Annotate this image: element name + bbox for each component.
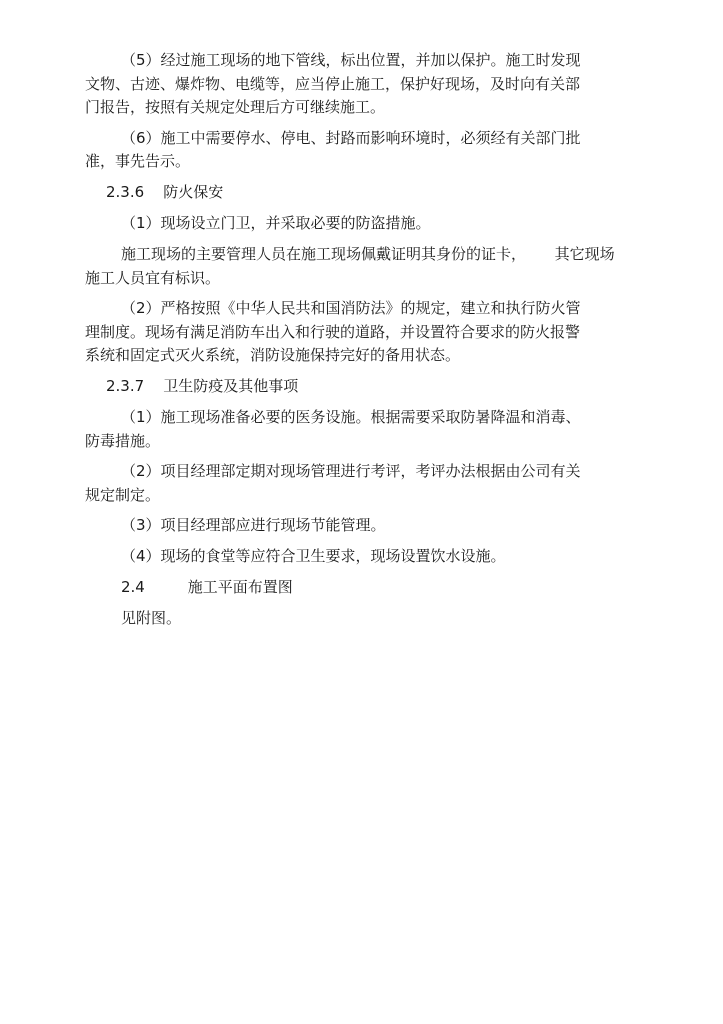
hygiene-item-2-line-2: 规定制定。 [85,486,161,504]
paragraph-6-line-2: 准，事先告示。 [85,152,191,170]
paragraph-6-line-1: （6）施工中需要停水、停电、封路而影响环境时，必须经有关部门批 [121,129,581,147]
fire-security-item-2-line-3: 系统和固定式灭火系统，消防设施保持完好的备用状态。 [85,346,461,364]
section-heading-2-3-7: 2.3.7 卫生防疫及其他事项 [106,377,299,395]
id-card-paragraph-line-2: 施工人员宜有标识。 [85,269,221,287]
paragraph-5-line-1: （5）经过施工现场的地下管线，标出位置，并加以保护。施工时发现 [121,51,581,69]
section-heading-2-3-6: 2.3.6 防火保安 [106,183,224,201]
section-heading-2-4: 2.4 施工平面布置图 [121,578,293,596]
id-card-paragraph-line-1: 施工现场的主要管理人员在施工现场佩戴证明其身份的证卡， 其它现场 [121,245,615,263]
paragraph-5-line-3: 门报告，按照有关规定处理后方可继续施工。 [85,98,386,116]
paragraph-5-line-2: 文物、古迹、爆炸物、电缆等，应当停止施工，保护好现场，及时向有关部 [85,75,581,93]
fire-security-item-2-line-1: （2）严格按照《中华人民共和国消防法》的规定，建立和执行防火管 [121,299,581,317]
hygiene-item-3: （3）项目经理部应进行现场节能管理。 [121,516,386,534]
see-attached-text: 见附图。 [121,609,182,627]
hygiene-item-1-line-1: （1）施工现场准备必要的医务设施。根据需要采取防暑降温和消毒、 [121,408,581,426]
hygiene-item-2-line-1: （2）项目经理部定期对现场管理进行考评，考评办法根据由公司有关 [121,462,581,480]
fire-security-item-2-line-2: 理制度。现场有满足消防车出入和行驶的道路，并设置符合要求的防火报警 [85,323,581,341]
hygiene-item-1-line-2: 防毒措施。 [85,432,161,450]
hygiene-item-4: （4）现场的食堂等应符合卫生要求，现场设置饮水设施。 [121,547,506,565]
fire-security-item-1: （1）现场设立门卫，并采取必要的防盗措施。 [121,214,431,232]
